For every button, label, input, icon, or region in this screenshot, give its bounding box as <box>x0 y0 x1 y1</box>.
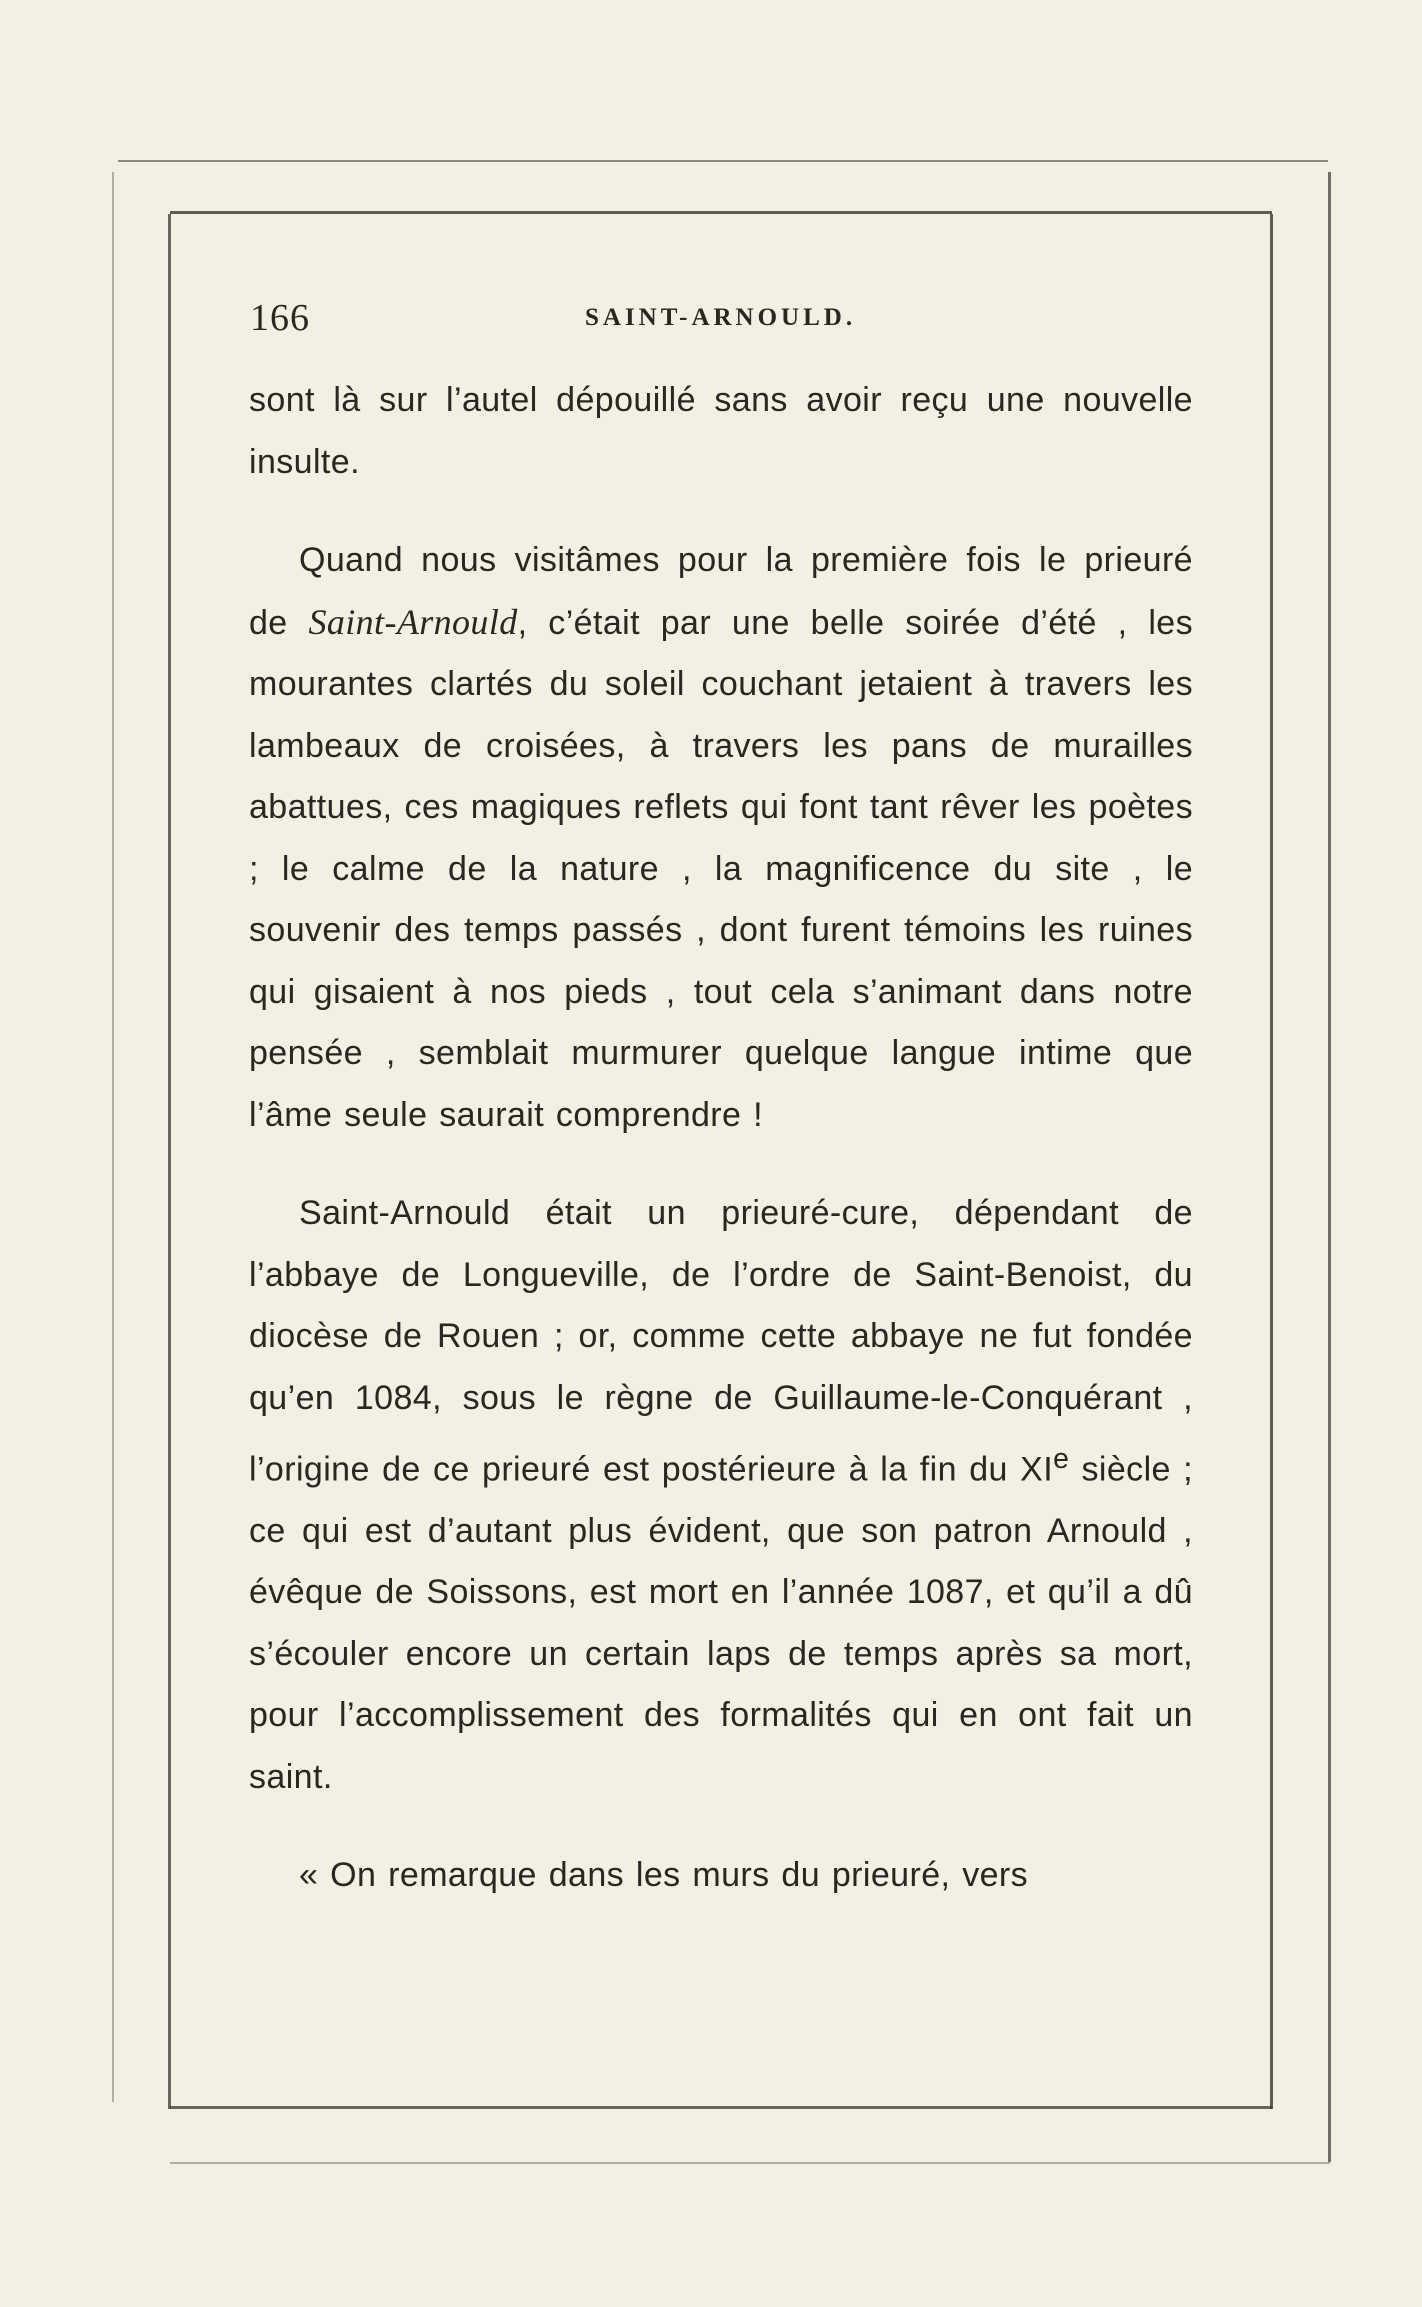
page-header <box>250 296 1200 346</box>
paragraph-2-text-b: , c’était par une belle soirée d’été , les mourantes clartés du soleil couchant jetaient à travers les lambeaux de croisées, à travers les pans de murailles abattues, ces magiques reflets qui font tant rêver les poètes ; le calme de la nature , la magnificence du site , le souvenir des temps passés , dont furent témoins les ruines qui gisaient à nos pieds , tout cela s’animant dans notre pensée , semblait murmurer quelque langue intime que l’âme seule saurait comprendre ! <box>249 603 1193 1134</box>
century-superscript: e <box>1053 1443 1070 1475</box>
paragraph-2 <box>249 530 1193 1146</box>
frame-top-outer-rule <box>118 160 1328 162</box>
place-name-italic: Saint-Arnould <box>308 601 518 642</box>
paragraph-4: « On remarque dans les murs du prieuré, vers <box>299 1856 1029 1895</box>
body-text <box>249 370 1193 1907</box>
frame-right-outer-rule <box>1328 172 1331 2162</box>
paragraph-2-text-a: Quand nous visitâmes pour la première fois le prieuré de <box>249 541 1193 642</box>
frame-left-outer-rule <box>112 172 114 2102</box>
frame-bottom-inner-rule <box>170 2106 1272 2109</box>
frame-bottom-outer-rule <box>170 2162 1330 2164</box>
paragraph-3-text-a: Saint-Arnould était un prieuré-cure, dépendant de l’abbaye de Longueville, de l’ordre de Saint-Benoist, du diocèse de Rouen ; or, comme cette abbaye ne fut fondée qu’en 1084, sous le règne de Guillaume-le-Conquérant , l’origine de ce prieuré est postérieure à la fin du XI <box>249 1194 1193 1489</box>
paragraph-1: sont là sur l’autel dépouillé sans avoir reçu une nouvelle insulte. <box>249 381 1193 481</box>
paragraph-3-text-b: siècle ; ce qui est d’autant plus évident, que son patron Arnould , évêque de Soissons, est mort en l’année 1087, et qu’il a dû s’écouler encore un certain laps de temps après sa mort, pour l’accomplissement des formalités qui en ont fait un saint. <box>249 1450 1193 1796</box>
frame-right-inner-rule <box>1270 214 1273 2109</box>
running-head: SAINT-ARNOULD. <box>585 304 857 331</box>
paragraph-3 <box>249 1183 1193 1808</box>
frame-top-inner-rule <box>170 211 1272 214</box>
page-number: 166 <box>250 297 310 339</box>
frame-left-inner-rule <box>168 214 171 2109</box>
